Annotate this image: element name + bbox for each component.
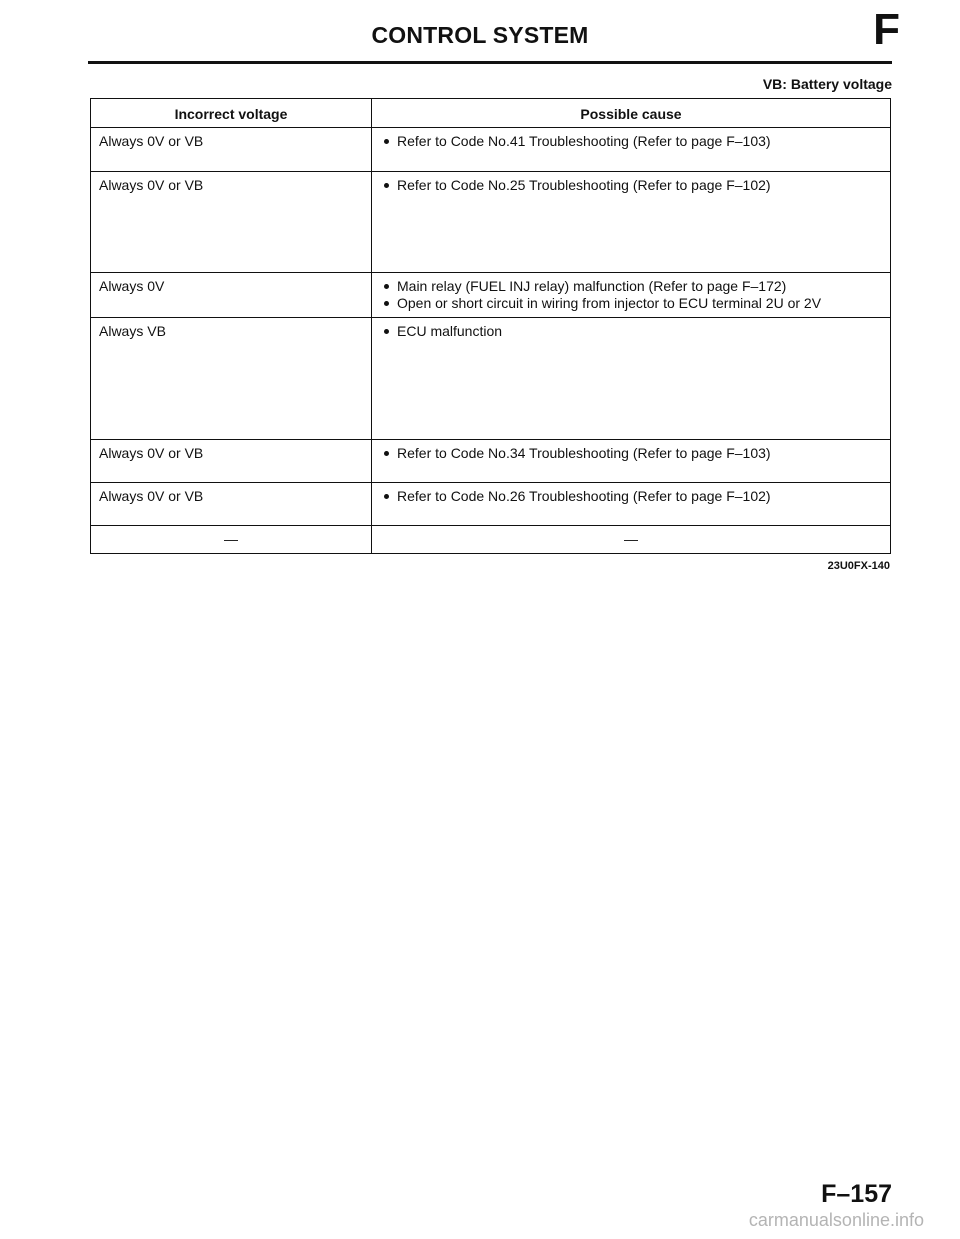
cause-cell	[372, 318, 891, 440]
cause-item: Refer to Code No.34 Troubleshooting (Refer to page F–103)	[397, 445, 882, 462]
cause-item: Refer to Code No.25 Troubleshooting (Refer to page F–102)	[397, 177, 882, 194]
cause-item: Main relay (FUEL INJ relay) malfunction (Refer to page F–172)	[397, 278, 882, 295]
cause-item: Refer to Code No.41 Troubleshooting (Refer to page F–103)	[397, 133, 882, 150]
voltage-cell: Always 0V	[91, 273, 372, 318]
column-header-incorrect-voltage: Incorrect voltage	[91, 99, 372, 128]
voltage-cell: Always 0V or VB	[91, 172, 372, 273]
table-row	[91, 273, 891, 318]
table-row	[91, 526, 891, 554]
column-header-possible-cause: Possible cause	[372, 99, 891, 128]
table-row	[91, 483, 891, 526]
cause-cell	[372, 483, 891, 526]
cause-cell	[372, 440, 891, 483]
page-number: F–157	[821, 1180, 892, 1208]
table-row	[91, 128, 891, 172]
table-row	[91, 318, 891, 440]
table-row	[91, 172, 891, 273]
cause-cell	[372, 172, 891, 273]
voltage-cell: Always VB	[91, 318, 372, 440]
cause-cell: —	[372, 526, 891, 554]
cause-item: Refer to Code No.26 Troubleshooting (Refer to page F–102)	[397, 488, 882, 505]
figure-code: 23U0FX-140	[827, 560, 890, 572]
cause-cell	[372, 128, 891, 172]
cause-cell	[372, 273, 891, 318]
cause-item: ECU malfunction	[397, 323, 882, 340]
voltage-cell: Always 0V or VB	[91, 483, 372, 526]
voltage-cause-table	[90, 98, 891, 554]
page-title: CONTROL SYSTEM	[371, 22, 589, 48]
table-header-row	[91, 99, 891, 128]
voltage-cell: —	[91, 526, 372, 554]
cause-item: Open or short circuit in wiring from injector to ECU terminal 2U or 2V	[397, 295, 882, 312]
voltage-cell: Always 0V or VB	[91, 440, 372, 483]
section-letter: F	[873, 5, 900, 54]
table-row	[91, 440, 891, 483]
voltage-cell: Always 0V or VB	[91, 128, 372, 172]
battery-voltage-note: VB: Battery voltage	[762, 76, 892, 92]
watermark: carmanualsonline.info	[748, 1210, 924, 1230]
header-rule	[88, 61, 892, 64]
